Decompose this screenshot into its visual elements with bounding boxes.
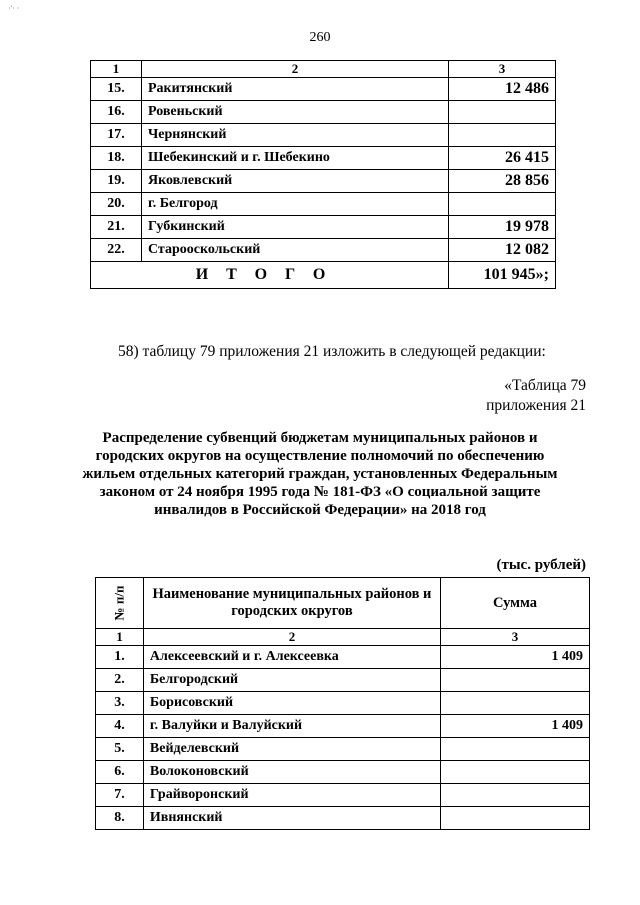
table-reference-line2: приложения 21 (486, 397, 586, 414)
district-name: Белгородский (143, 669, 440, 692)
col-number-2: 2 (143, 629, 440, 646)
district-name: Ровеньский (142, 101, 449, 124)
header-num-label: № п/п (111, 585, 127, 620)
col-number-3: 3 (449, 61, 556, 78)
district-name: Алексеевский и г. Алексеевка (143, 646, 440, 669)
row-number: 22. (91, 239, 142, 262)
table-heading: Распределение субвенций бюджетам муниципальных районов и городских округов на осуществление полномочий по обеспечению жильем отдельных категорий граждан, установленных Федеральным законом от 24 ноября 1995 года № 181-ФЗ «О социальной защите инвалидов в Российской Федерации» на 2018 год (82, 430, 558, 518)
amount: 1 409 (441, 715, 590, 738)
district-name: Волоконовский (143, 761, 440, 784)
total-row (91, 262, 556, 289)
table-reference (486, 376, 586, 416)
table-row (96, 784, 590, 807)
table-row (91, 216, 556, 239)
amount (441, 692, 590, 715)
row-number: 16. (91, 101, 142, 124)
district-name: г. Валуйки и Валуйский (143, 715, 440, 738)
amount (441, 669, 590, 692)
table-row (96, 646, 590, 669)
amount: 12 486 (449, 78, 556, 101)
table-row (91, 124, 556, 147)
column-number-row (96, 629, 590, 646)
amount: 19 978 (449, 216, 556, 239)
row-number: 2. (96, 669, 144, 692)
amount (441, 738, 590, 761)
amount: 12 082 (449, 239, 556, 262)
distribution-table (95, 577, 590, 830)
row-number: 20. (91, 193, 142, 216)
district-name: Вейделевский (143, 738, 440, 761)
units-label: (тыс. рублей) (496, 557, 586, 573)
table-row (91, 170, 556, 193)
row-number: 1. (96, 646, 144, 669)
col-number-2: 2 (142, 61, 449, 78)
district-name: Старооскольский (142, 239, 449, 262)
district-name: Ивнянский (143, 807, 440, 830)
col-number-1: 1 (91, 61, 142, 78)
district-name: г. Белгород (142, 193, 449, 216)
amount (441, 784, 590, 807)
table-row (91, 239, 556, 262)
amount (441, 807, 590, 830)
amount (449, 124, 556, 147)
total-value: 101 945»; (449, 262, 556, 289)
amount (449, 193, 556, 216)
row-number: 7. (96, 784, 144, 807)
amount (441, 761, 590, 784)
row-number: 4. (96, 715, 144, 738)
header-sum: Сумма (441, 578, 590, 629)
header-row (96, 578, 590, 629)
column-number-row (91, 61, 556, 78)
amendment-paragraph: 58) таблицу 79 приложения 21 изложить в следующей редакции: (118, 343, 546, 360)
table-row (91, 78, 556, 101)
total-label: ИТОГО (91, 262, 449, 289)
amount (449, 101, 556, 124)
row-number: 8. (96, 807, 144, 830)
table-reference-line1: «Таблица 79 (504, 377, 586, 394)
row-number: 3. (96, 692, 144, 715)
row-number: 17. (91, 124, 142, 147)
header-num (96, 578, 144, 629)
col-number-1: 1 (96, 629, 144, 646)
table-row (96, 715, 590, 738)
district-name: Ракитянский (142, 78, 449, 101)
table-row (96, 807, 590, 830)
row-number: 5. (96, 738, 144, 761)
table-row (91, 101, 556, 124)
col-number-3: 3 (441, 629, 590, 646)
row-number: 6. (96, 761, 144, 784)
table-row (91, 147, 556, 170)
scan-mark: ·'· · (8, 4, 20, 13)
district-name: Борисовский (143, 692, 440, 715)
district-name: Губкинский (142, 216, 449, 239)
continuation-table (90, 60, 556, 289)
row-number: 18. (91, 147, 142, 170)
header-name: Наименование муниципальных районов и городских округов (143, 578, 440, 629)
page-number: 260 (309, 30, 331, 45)
table-row (91, 193, 556, 216)
row-number: 19. (91, 170, 142, 193)
table-row (96, 669, 590, 692)
district-name: Шебекинский и г. Шебекино (142, 147, 449, 170)
row-number: 15. (91, 78, 142, 101)
district-name: Чернянский (142, 124, 449, 147)
amount: 28 856 (449, 170, 556, 193)
row-number: 21. (91, 216, 142, 239)
table-row (96, 761, 590, 784)
table-row (96, 692, 590, 715)
table-row (96, 738, 590, 761)
amount: 1 409 (441, 646, 590, 669)
district-name: Яковлевский (142, 170, 449, 193)
amount: 26 415 (449, 147, 556, 170)
district-name: Грайворонский (143, 784, 440, 807)
